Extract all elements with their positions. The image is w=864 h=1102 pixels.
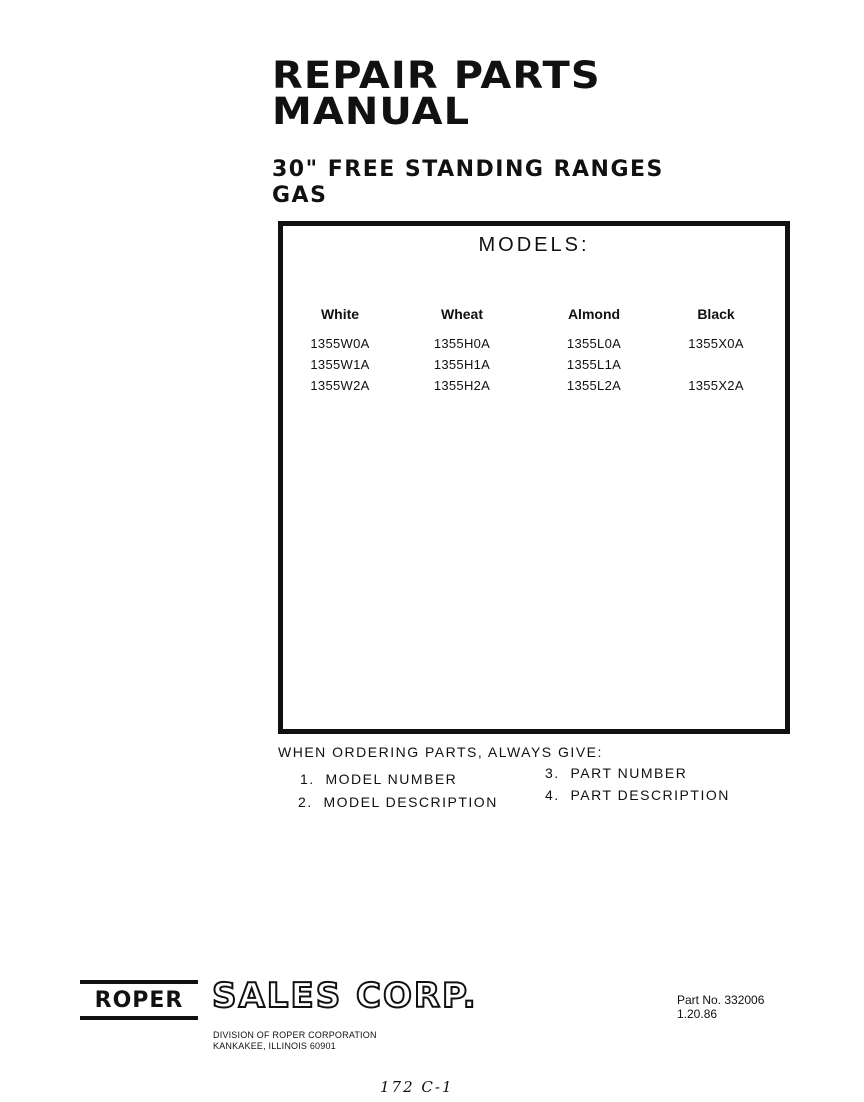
item-text: MODEL DESCRIPTION xyxy=(323,794,498,810)
logo-bar-bottom xyxy=(80,1016,198,1020)
division-line-1: DIVISION OF ROPER CORPORATION xyxy=(213,1030,377,1040)
model-number: 1355H1A xyxy=(433,357,491,372)
title-line-1: REPAIR PARTS xyxy=(272,54,601,97)
column-header: Almond xyxy=(567,306,621,322)
model-number: 1355X0A xyxy=(688,336,744,351)
models-column-black xyxy=(661,306,771,399)
column-header: Black xyxy=(697,306,735,322)
models-column-wheat xyxy=(407,306,517,399)
ordering-item-3 xyxy=(545,765,687,781)
manual-subtitle xyxy=(272,157,664,209)
part-number-block xyxy=(677,993,764,1021)
model-number: 1355W1A xyxy=(310,357,370,372)
item-text: MODEL NUMBER xyxy=(325,771,458,787)
logo-text: ROPER xyxy=(94,988,184,1013)
item-number: 3. xyxy=(545,765,560,781)
ordering-item-4 xyxy=(545,787,730,803)
model-number: 1355X2A xyxy=(688,378,744,393)
model-number: 1355L1A xyxy=(566,357,622,372)
item-text: PART DESCRIPTION xyxy=(570,787,730,803)
subtitle-line-1: 30" FREE STANDING RANGES xyxy=(272,157,664,182)
model-number: 1355L0A xyxy=(566,336,622,351)
document-date: 1.20.86 xyxy=(677,1007,718,1021)
model-number xyxy=(661,357,771,378)
model-number: 1355L2A xyxy=(566,378,622,393)
manual-title xyxy=(272,54,601,133)
column-header: White xyxy=(320,306,360,322)
models-heading: MODELS: xyxy=(478,234,590,256)
division-info xyxy=(213,1030,377,1052)
title-line-2: MANUAL xyxy=(272,90,471,133)
item-number: 2. xyxy=(298,794,313,810)
division-line-2: KANKAKEE, ILLINOIS 60901 xyxy=(213,1041,336,1051)
model-number: 1355W0A xyxy=(310,336,370,351)
ordering-item-2 xyxy=(298,794,498,810)
item-text: PART NUMBER xyxy=(570,765,688,781)
company-name: SALES CORP. xyxy=(212,976,478,1016)
model-number: 1355W2A xyxy=(310,378,370,393)
handwritten-note: 172 C-1 xyxy=(380,1078,454,1096)
models-box xyxy=(278,221,790,734)
item-number: 1. xyxy=(300,771,315,787)
models-column-white xyxy=(285,306,395,399)
models-column-almond xyxy=(539,306,649,399)
part-number: Part No. 332006 xyxy=(677,993,765,1007)
column-header: Wheat xyxy=(441,306,483,322)
item-number: 4. xyxy=(545,787,560,803)
roper-logo xyxy=(80,980,198,1020)
logo-bar-top xyxy=(80,980,198,984)
ordering-instructions: WHEN ORDERING PARTS, ALWAYS GIVE: xyxy=(278,744,603,760)
model-number: 1355H2A xyxy=(433,378,491,393)
model-number: 1355H0A xyxy=(433,336,491,351)
subtitle-line-2: GAS xyxy=(272,183,328,208)
ordering-item-1 xyxy=(300,771,457,787)
